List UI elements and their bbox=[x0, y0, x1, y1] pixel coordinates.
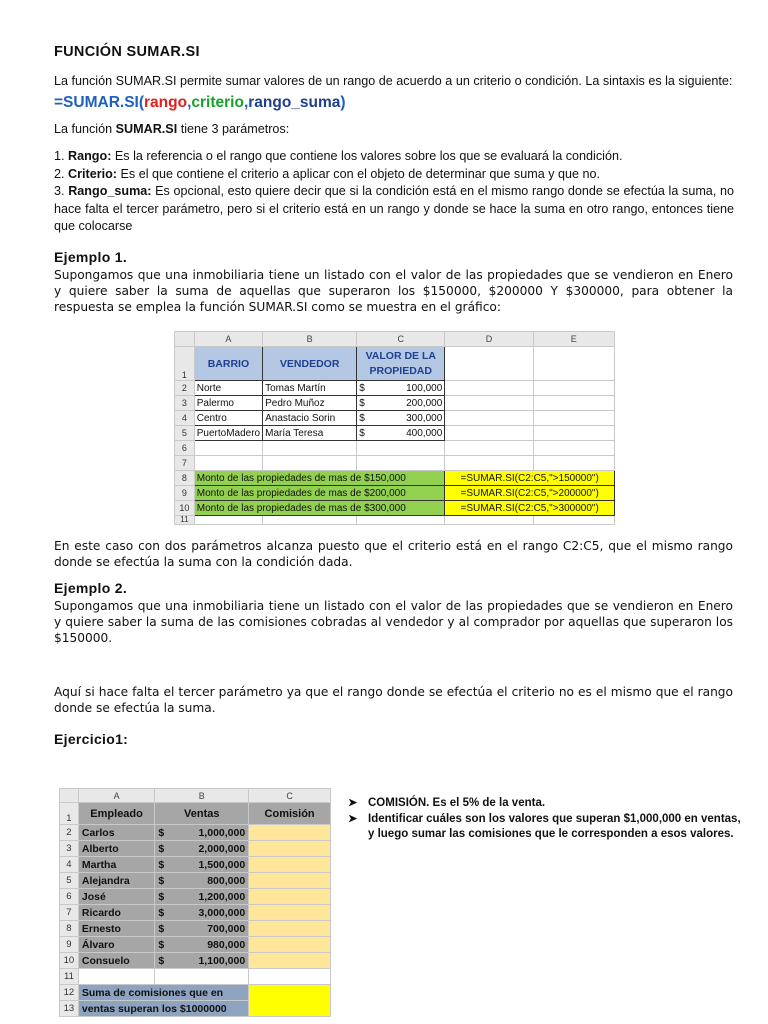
sum-formula: =SUMAR.SI(C2:C5,">300000") bbox=[445, 501, 615, 516]
sum-label: Monto de las propiedades de mas de $150,000 bbox=[194, 471, 445, 486]
row-number: 1 bbox=[60, 803, 79, 825]
row-number: 7 bbox=[175, 456, 195, 471]
syntax-formula bbox=[54, 94, 346, 112]
row-number: 4 bbox=[175, 411, 195, 426]
header-barrio: BARRIO bbox=[194, 347, 262, 381]
empty-cell bbox=[194, 441, 262, 456]
row-number: 8 bbox=[175, 471, 195, 486]
header-empleado: Empleado bbox=[78, 803, 154, 825]
ejemplo1-text: Supongamos que una inmobiliaria tiene un listado con el valor de las propiedades que se vendieron en Enero y quiere saber la suma de aquellas que superaron los $150000, $200000 Y $300000, para obtener la respuesta se emplea la función SUMAR.SI como se muestra en el gráfico: bbox=[54, 268, 733, 315]
cell-empleado: Ricardo bbox=[78, 905, 154, 921]
value-amount: 2,000,000 bbox=[198, 842, 246, 855]
empty-cell bbox=[445, 441, 533, 456]
header-comision: Comisión bbox=[249, 803, 331, 825]
intro-paragraph: La función SUMAR.SI permite sumar valores de un rango de acuerdo a un criterio o condición. La sintaxis es la siguiente: bbox=[54, 74, 733, 88]
row-number: 5 bbox=[60, 873, 79, 889]
header-valor: VALOR DE LA PROPIEDAD bbox=[357, 347, 445, 381]
param-name: Rango: bbox=[68, 149, 112, 163]
currency-symbol: $ bbox=[158, 842, 165, 855]
empty-cell bbox=[249, 969, 331, 985]
value-amount: 1,100,000 bbox=[198, 954, 246, 967]
empty-cell bbox=[194, 516, 262, 525]
currency-symbol: $ bbox=[359, 412, 365, 424]
currency-symbol: $ bbox=[158, 954, 165, 967]
cell-empleado: Alberto bbox=[78, 841, 154, 857]
value-amount: 1,000,000 bbox=[198, 826, 246, 839]
params-intro-text: La función bbox=[54, 122, 116, 136]
column-header: A bbox=[194, 332, 262, 347]
cell-empleado: Consuelo bbox=[78, 953, 154, 969]
cell-comision[interactable] bbox=[249, 953, 331, 969]
cell-comision[interactable] bbox=[249, 857, 331, 873]
empty-cell bbox=[533, 396, 614, 411]
ejemplo2-text: Supongamos que una inmobiliaria tiene un listado con el valor de las propiedades que se vendieron en Enero y quiere saber la suma de las comisiones cobradas al vendedor y al comprador por aquellas que superaron los $150000. bbox=[54, 599, 733, 646]
empty-cell bbox=[445, 396, 533, 411]
sum-formula: =SUMAR.SI(C2:C5,">150000") bbox=[445, 471, 615, 486]
syntax-rango-suma: rango_suma bbox=[248, 94, 341, 111]
sum-result-cell[interactable] bbox=[249, 985, 331, 1017]
syntax-comma: , bbox=[187, 94, 192, 111]
cell-ventas bbox=[155, 841, 249, 857]
currency-symbol: $ bbox=[158, 922, 165, 935]
empty-cell bbox=[533, 347, 614, 381]
spreadsheet-2 bbox=[59, 788, 331, 1017]
cell-empleado: Ernesto bbox=[78, 921, 154, 937]
cell-empleado: Álvaro bbox=[78, 937, 154, 953]
row-number: 5 bbox=[175, 426, 195, 441]
row-number: 2 bbox=[60, 825, 79, 841]
empty-cell bbox=[263, 516, 357, 525]
row-number: 3 bbox=[175, 396, 195, 411]
cell-barrio: Norte bbox=[194, 381, 262, 396]
value-amount: 800,000 bbox=[207, 874, 246, 887]
value-amount: 400,000 bbox=[406, 427, 443, 439]
cell-vendedor: Anastacio Sorin bbox=[263, 411, 357, 426]
empty-cell bbox=[357, 441, 445, 456]
param-item bbox=[54, 166, 734, 184]
empty-cell bbox=[263, 441, 357, 456]
cell-ventas bbox=[155, 905, 249, 921]
page-title: FUNCIÓN SUMAR.SI bbox=[54, 44, 200, 60]
arrow-bullet-icon: ➤ bbox=[348, 797, 358, 809]
spreadsheet-1 bbox=[174, 331, 615, 525]
value-amount: 1,200,000 bbox=[198, 890, 246, 903]
arrow-bullet-icon: ➤ bbox=[348, 812, 358, 825]
params-list bbox=[54, 148, 734, 236]
row-number: 4 bbox=[60, 857, 79, 873]
exercise-instructions bbox=[348, 796, 743, 843]
corner-cell bbox=[175, 332, 195, 347]
cell-ventas bbox=[155, 937, 249, 953]
cell-empleado: Martha bbox=[78, 857, 154, 873]
params-intro-bold: SUMAR.SI bbox=[115, 122, 178, 136]
value-amount: 3,000,000 bbox=[198, 906, 246, 919]
empty-cell bbox=[155, 969, 249, 985]
cell-empleado: Carlos bbox=[78, 825, 154, 841]
empty-cell bbox=[445, 411, 533, 426]
cell-vendedor: Tomas Martín bbox=[263, 381, 357, 396]
row-number: 13 bbox=[60, 1001, 79, 1017]
ejemplo1-heading: Ejemplo 1. bbox=[54, 249, 128, 265]
row-number: 3 bbox=[60, 841, 79, 857]
cell-ventas bbox=[155, 921, 249, 937]
row-number: 1 bbox=[175, 347, 195, 381]
cell-ventas bbox=[155, 953, 249, 969]
param-num: 1. bbox=[54, 149, 65, 163]
cell-comision[interactable] bbox=[249, 905, 331, 921]
header-vendedor: VENDEDOR bbox=[263, 347, 357, 381]
param-text: Es el que contiene el criterio a aplicar con el objeto de determinar que suma y que no. bbox=[117, 166, 601, 181]
currency-symbol: $ bbox=[158, 826, 165, 839]
syntax-rango: rango bbox=[144, 94, 188, 111]
bullet-item bbox=[348, 812, 743, 843]
bullet-text: Identificar cuáles son los valores que superan $1,000,000 en ventas, y luego sumar las comisiones que le corresponden a esos valores. bbox=[368, 812, 741, 840]
cell-comision[interactable] bbox=[249, 873, 331, 889]
column-header: D bbox=[445, 332, 533, 347]
empty-cell bbox=[263, 456, 357, 471]
cell-valor bbox=[357, 396, 445, 411]
bullet-item bbox=[348, 796, 743, 812]
param-num: 3. bbox=[54, 184, 65, 199]
value-amount: 1,500,000 bbox=[198, 858, 246, 871]
currency-symbol: $ bbox=[359, 397, 365, 409]
empty-cell bbox=[194, 456, 262, 471]
syntax-criterio: criterio bbox=[191, 94, 244, 111]
row-number: 10 bbox=[175, 501, 195, 516]
cell-barrio: Palermo bbox=[194, 396, 262, 411]
currency-symbol: $ bbox=[158, 938, 165, 951]
empty-cell bbox=[445, 516, 533, 525]
empty-cell bbox=[533, 381, 614, 396]
cell-vendedor: Pedro Muñoz bbox=[263, 396, 357, 411]
column-header: C bbox=[249, 789, 331, 803]
sum-label-line2: ventas superan los $1000000 bbox=[78, 1001, 248, 1017]
currency-symbol: $ bbox=[158, 906, 165, 919]
value-amount: 100,000 bbox=[406, 382, 443, 394]
cell-vendedor: María Teresa bbox=[263, 426, 357, 441]
ejemplo1-explanation: En este caso con dos parámetros alcanza puesto que el criterio está en el rango C2:C5, que el mismo rango donde se efectúa la suma con la condición dada. bbox=[54, 539, 733, 570]
cell-valor bbox=[357, 411, 445, 426]
row-number: 2 bbox=[175, 381, 195, 396]
currency-symbol: $ bbox=[359, 427, 365, 439]
row-number: 8 bbox=[60, 921, 79, 937]
param-text: Es opcional, esto quiere decir que si la condición está en el mismo rango donde se efectúa la suma, no hace falta el tercer parámetro, pero si el criterio está en un rango y donde se hace la suma en otro rango, entonces tiene que colocarse bbox=[54, 184, 734, 234]
ejemplo2-heading: Ejemplo 2. bbox=[54, 580, 128, 596]
currency-symbol: $ bbox=[359, 382, 365, 394]
column-header: B bbox=[155, 789, 249, 803]
cell-valor bbox=[357, 426, 445, 441]
row-number: 6 bbox=[175, 441, 195, 456]
cell-ventas bbox=[155, 873, 249, 889]
empty-cell bbox=[357, 456, 445, 471]
params-intro-text: tiene 3 parámetros: bbox=[177, 122, 290, 136]
row-number: 7 bbox=[60, 905, 79, 921]
column-header: E bbox=[533, 332, 614, 347]
cell-comision[interactable] bbox=[249, 841, 331, 857]
cell-ventas bbox=[155, 889, 249, 905]
empty-cell bbox=[445, 347, 533, 381]
syntax-prefix: =SUMAR.SI( bbox=[54, 94, 144, 111]
column-header: B bbox=[263, 332, 357, 347]
column-header: A bbox=[78, 789, 154, 803]
empty-cell bbox=[445, 381, 533, 396]
currency-symbol: $ bbox=[158, 874, 165, 887]
sum-formula: =SUMAR.SI(C2:C5,">200000") bbox=[445, 486, 615, 501]
empty-cell bbox=[78, 969, 154, 985]
row-number: 12 bbox=[60, 985, 79, 1001]
syntax-comma: , bbox=[243, 94, 249, 111]
corner-cell bbox=[60, 789, 79, 803]
row-number: 6 bbox=[60, 889, 79, 905]
column-header: C bbox=[357, 332, 445, 347]
cell-valor bbox=[357, 381, 445, 396]
param-item bbox=[54, 148, 734, 166]
cell-comision[interactable] bbox=[249, 825, 331, 841]
empty-cell bbox=[533, 411, 614, 426]
value-amount: 300,000 bbox=[406, 412, 443, 424]
ejercicio-heading: Ejercicio1: bbox=[54, 731, 129, 747]
value-amount: 700,000 bbox=[207, 922, 246, 935]
cell-empleado: Alejandra bbox=[78, 873, 154, 889]
empty-cell bbox=[445, 456, 533, 471]
value-amount: 200,000 bbox=[406, 397, 443, 409]
empty-cell bbox=[533, 516, 614, 525]
cell-barrio: PuertoMadero bbox=[194, 426, 262, 441]
cell-comision[interactable] bbox=[249, 937, 331, 953]
ejemplo2-explanation: Aquí si hace falta el tercer parámetro ya que el rango donde se efectúa el criterio no es el mismo que el rango donde se efectúa la suma. bbox=[54, 685, 733, 716]
currency-symbol: $ bbox=[158, 858, 165, 871]
empty-cell bbox=[445, 426, 533, 441]
syntax-close: ) bbox=[340, 94, 346, 111]
row-number: 11 bbox=[175, 516, 195, 525]
currency-symbol: $ bbox=[158, 890, 165, 903]
row-number: 9 bbox=[175, 486, 195, 501]
row-number: 11 bbox=[60, 969, 79, 985]
param-name: Criterio: bbox=[68, 166, 117, 181]
value-amount: 980,000 bbox=[207, 938, 246, 951]
empty-cell bbox=[533, 456, 614, 471]
cell-ventas bbox=[155, 825, 249, 841]
cell-comision[interactable] bbox=[249, 889, 331, 905]
sum-label-line1: Suma de comisiones que en bbox=[78, 985, 248, 1001]
empty-cell bbox=[533, 426, 614, 441]
cell-ventas bbox=[155, 857, 249, 873]
sum-label: Monto de las propiedades de mas de $300,000 bbox=[194, 501, 445, 516]
bullet-text: COMISIÓN. Es el 5% de la venta. bbox=[368, 797, 546, 809]
empty-cell bbox=[357, 516, 445, 525]
sum-label: Monto de las propiedades de mas de $200,000 bbox=[194, 486, 445, 501]
param-name: Rango_suma: bbox=[68, 184, 152, 199]
cell-comision[interactable] bbox=[249, 921, 331, 937]
param-item bbox=[54, 183, 734, 236]
empty-cell bbox=[533, 441, 614, 456]
params-intro bbox=[54, 121, 289, 139]
cell-empleado: José bbox=[78, 889, 154, 905]
param-text: Es la referencia o el rango que contiene los valores sobre los que se evaluará la condición. bbox=[111, 149, 623, 163]
cell-barrio: Centro bbox=[194, 411, 262, 426]
row-number: 9 bbox=[60, 937, 79, 953]
header-ventas: Ventas bbox=[155, 803, 249, 825]
row-number: 10 bbox=[60, 953, 79, 969]
param-num: 2. bbox=[54, 166, 65, 181]
